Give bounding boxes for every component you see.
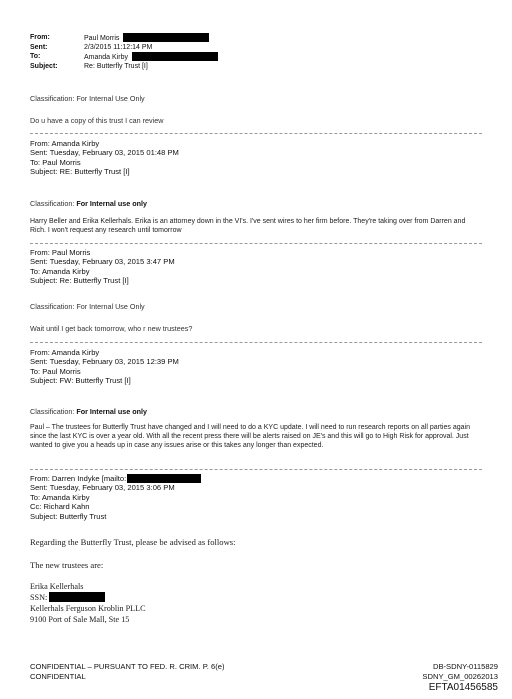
classification-1: Classification: For Internal Use Only	[30, 94, 145, 103]
message-2: Harry Beller and Erika Kellerhals. Erika is an attorney down in the VI's. I've sent wires to her firm before. They're taking over from Darren and Rich. I won't request any research until tomorrow	[30, 218, 466, 234]
subject-line: Subject: FW: Butterfly Trust [I]	[30, 376, 131, 386]
message-header-2	[30, 139, 179, 177]
firm-address: 9100 Port of Sale Mall, Ste 15	[30, 615, 130, 624]
separator	[30, 469, 482, 470]
message-4: Paul – The trustees for Butterfly Trust have changed and I will need to do a KYC update. I will need to run research reports on all parties again since the last KYC is over a year old. With all the recent press there will be alerts raised on JE's and this will go to High Risk for approval. Just wanted to give you a heads up in case any issues arise or this takes any longer than expected.	[30, 424, 470, 449]
bates-number-1: DB-SDNY-0115829	[432, 662, 498, 671]
firm-name: Kellerhals Ferguson Kroblin PLLC	[30, 604, 146, 613]
sent-line: Sent: Tuesday, February 03, 2015 12:39 PM	[30, 357, 179, 367]
sent-label: Sent:	[30, 44, 48, 51]
message-header-4	[30, 348, 179, 386]
to-line: To: Amanda Kirby	[30, 266, 90, 276]
separator	[30, 133, 482, 134]
footer-right	[422, 662, 498, 693]
subject-line: Subject: Re: Butterfly Trust [I]	[30, 276, 129, 286]
to-line: To: Paul Morris	[30, 157, 81, 167]
separator	[30, 243, 482, 244]
classification-3: Classification: For Internal Use Only	[30, 302, 145, 311]
letter-line-2: The new trustees are:	[30, 560, 104, 570]
trustee-block	[30, 581, 146, 625]
letter-line-1: Regarding the Butterfly Trust, please be advised as follows:	[30, 537, 236, 547]
redaction-box	[49, 592, 105, 602]
to-value: Amanda Kirby	[84, 52, 218, 62]
cc-line: Cc: Richard Kahn	[30, 502, 90, 512]
sent-line: Sent: Tuesday, February 03, 2015 3:06 PM	[30, 483, 175, 493]
redaction-box	[123, 33, 209, 42]
redaction-box	[132, 52, 218, 61]
message-1: Do u have a copy of this trust I can review	[30, 116, 164, 125]
ssn-line: SSN:	[30, 592, 146, 603]
sent-line: Sent: Tuesday, February 03, 2015 3:47 PM	[30, 257, 175, 267]
from-line: From: Darren Indyke [mailto:	[30, 474, 201, 483]
confidential-label: CONFIDENTIAL	[30, 672, 86, 681]
classification-2: Classification: For Internal use only	[30, 199, 148, 208]
subject-line: Subject: RE: Butterfly Trust [I]	[30, 167, 130, 177]
sent-line: Sent: Tuesday, February 03, 2015 01:48 PM	[30, 148, 179, 158]
trustee-name: Erika Kellerhals	[30, 582, 84, 591]
to-line: To: Paul Morris	[30, 366, 81, 376]
subject-line: Subject: Butterfly Trust	[30, 511, 107, 521]
from-label: From:	[30, 34, 50, 41]
from-line: From: Paul Morris	[30, 248, 91, 257]
message-header-5	[30, 474, 201, 521]
from-value: Paul Morris	[84, 33, 209, 43]
redaction-box	[127, 474, 201, 483]
message-3: Wait until I get back tomorrow, who r new trustees?	[30, 324, 193, 333]
sent-value: 2/3/2015 11:12:14 PM	[84, 44, 153, 51]
from-line: From: Amanda Kirby	[30, 139, 100, 148]
subject-label: Subject:	[30, 63, 58, 70]
message-header-3	[30, 248, 175, 286]
from-line: From: Amanda Kirby	[30, 348, 100, 357]
bates-number-2: SDNY_GM_00262013	[422, 672, 498, 681]
classification-4: Classification: For Internal use only	[30, 407, 148, 416]
bates-number-3: EFTA01456585	[428, 682, 498, 693]
subject-value: Re: Butterfly Trust [I]	[84, 63, 148, 70]
to-label: To:	[30, 53, 41, 60]
confidential-notice: CONFIDENTIAL – PURSUANT TO FED. R. CRIM. P. 6(e)	[30, 662, 225, 671]
to-line: To: Amanda Kirby	[30, 492, 90, 502]
separator	[30, 342, 482, 343]
footer-left	[30, 662, 225, 682]
email-header	[30, 33, 330, 73]
